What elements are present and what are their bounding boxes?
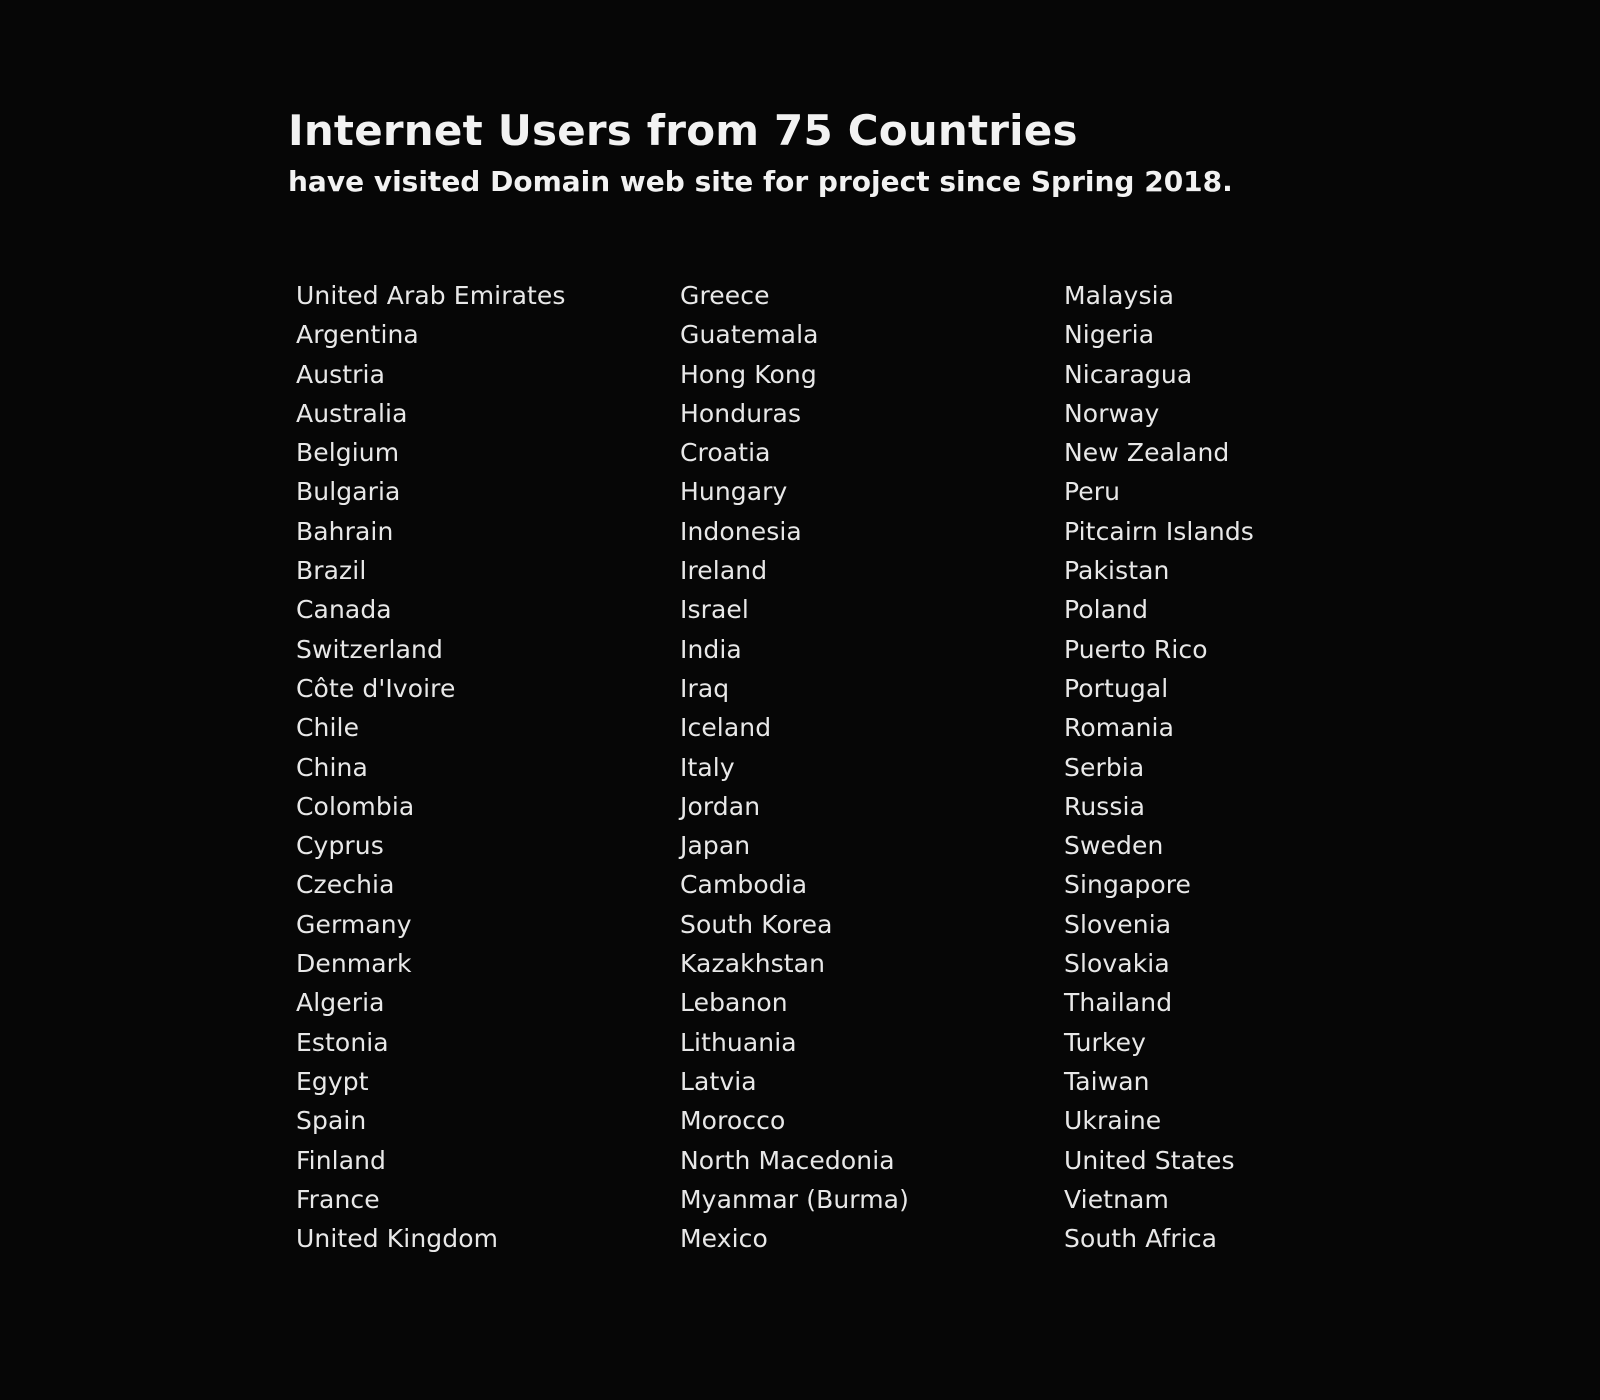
list-item: United Kingdom: [296, 1224, 499, 1254]
list-item: Sweden: [1064, 831, 1164, 861]
list-item: Austria: [296, 359, 386, 389]
list-item: Puerto Rico: [1064, 634, 1208, 664]
list-item: Ireland: [680, 556, 768, 586]
page-title: Internet Users from 75 Countries: [288, 106, 1078, 155]
list-item: Cyprus: [296, 831, 384, 861]
list-item: Italy: [680, 752, 735, 782]
list-item: Guatemala: [680, 320, 819, 350]
list-item: Iceland: [680, 713, 772, 743]
country-column-1: [296, 276, 680, 1258]
list-item: Vietnam: [1064, 1184, 1169, 1214]
list-item: Russia: [1064, 791, 1146, 821]
list-item: Portugal: [1064, 673, 1169, 703]
list-item: Slovenia: [1064, 909, 1172, 939]
list-item: Lebanon: [680, 988, 788, 1018]
list-item: Pakistan: [1064, 556, 1170, 586]
list-item: Bahrain: [296, 516, 394, 546]
list-item: Denmark: [296, 949, 412, 979]
list-item: United Arab Emirates: [296, 281, 566, 310]
list-item: Norway: [1064, 398, 1160, 428]
list-item: Honduras: [680, 398, 802, 428]
list-item: Turkey: [1064, 1027, 1146, 1057]
list-item: Cambodia: [680, 870, 808, 900]
list-item: Latvia: [680, 1066, 757, 1096]
list-item: Belgium: [296, 438, 400, 468]
list-item: Kazakhstan: [680, 949, 826, 979]
list-item: Slovakia: [1064, 949, 1170, 979]
list-item: Nigeria: [1064, 320, 1155, 350]
list-item: Romania: [1064, 713, 1175, 743]
list-item: Finland: [296, 1145, 387, 1175]
list-item: China: [296, 752, 368, 782]
list-item: France: [296, 1184, 380, 1214]
list-item: Malaysia: [1064, 281, 1175, 310]
country-column-2: [680, 276, 1064, 1258]
list-item: Morocco: [680, 1106, 786, 1136]
list-item: Thailand: [1064, 988, 1173, 1018]
list-item: Chile: [296, 713, 360, 743]
list-item: Bulgaria: [296, 477, 401, 507]
list-item: Côte d'Ivoire: [296, 673, 456, 703]
title-block: [288, 108, 1388, 198]
list-item: Brazil: [296, 556, 367, 586]
list-item: South Korea: [680, 909, 833, 939]
list-item: Israel: [680, 595, 749, 625]
list-item: India: [680, 634, 742, 664]
list-item: Hungary: [680, 477, 788, 507]
list-item: Myanmar (Burma): [680, 1184, 909, 1214]
list-item: Lithuania: [680, 1027, 797, 1057]
list-item: United States: [1064, 1145, 1235, 1175]
list-item: Algeria: [296, 988, 385, 1018]
list-item: Spain: [296, 1106, 367, 1136]
list-item: Taiwan: [1064, 1066, 1150, 1096]
list-item: Pitcairn Islands: [1064, 516, 1254, 546]
country-column-3: [1064, 276, 1464, 1258]
list-item: Poland: [1064, 595, 1149, 625]
list-item: Egypt: [296, 1066, 369, 1096]
list-item: Indonesia: [680, 516, 802, 546]
list-item: Iraq: [680, 673, 730, 703]
list-item: Australia: [296, 398, 408, 428]
list-item: North Macedonia: [680, 1145, 895, 1175]
list-item: Colombia: [296, 791, 415, 821]
list-item: Serbia: [1064, 752, 1145, 782]
list-item: Ukraine: [1064, 1106, 1162, 1136]
list-item: South Africa: [1064, 1224, 1218, 1254]
list-item: Czechia: [296, 870, 395, 900]
page-subtitle: have visited Domain web site for project since Spring 2018.: [288, 165, 1233, 199]
list-item: Germany: [296, 909, 412, 939]
list-item: Peru: [1064, 477, 1121, 507]
list-item: Singapore: [1064, 870, 1192, 900]
list-item: Nicaragua: [1064, 359, 1193, 389]
list-item: Greece: [680, 281, 770, 310]
list-item: Jordan: [680, 791, 761, 821]
list-item: Mexico: [680, 1224, 768, 1254]
list-item: Argentina: [296, 320, 419, 350]
list-item: Estonia: [296, 1027, 389, 1057]
country-list: [296, 276, 1536, 1258]
list-item: Canada: [296, 595, 392, 625]
list-item: Croatia: [680, 438, 771, 468]
list-item: Hong Kong: [680, 359, 817, 389]
list-item: Switzerland: [296, 634, 443, 664]
list-item: Japan: [680, 831, 751, 861]
list-item: New Zealand: [1064, 438, 1230, 468]
